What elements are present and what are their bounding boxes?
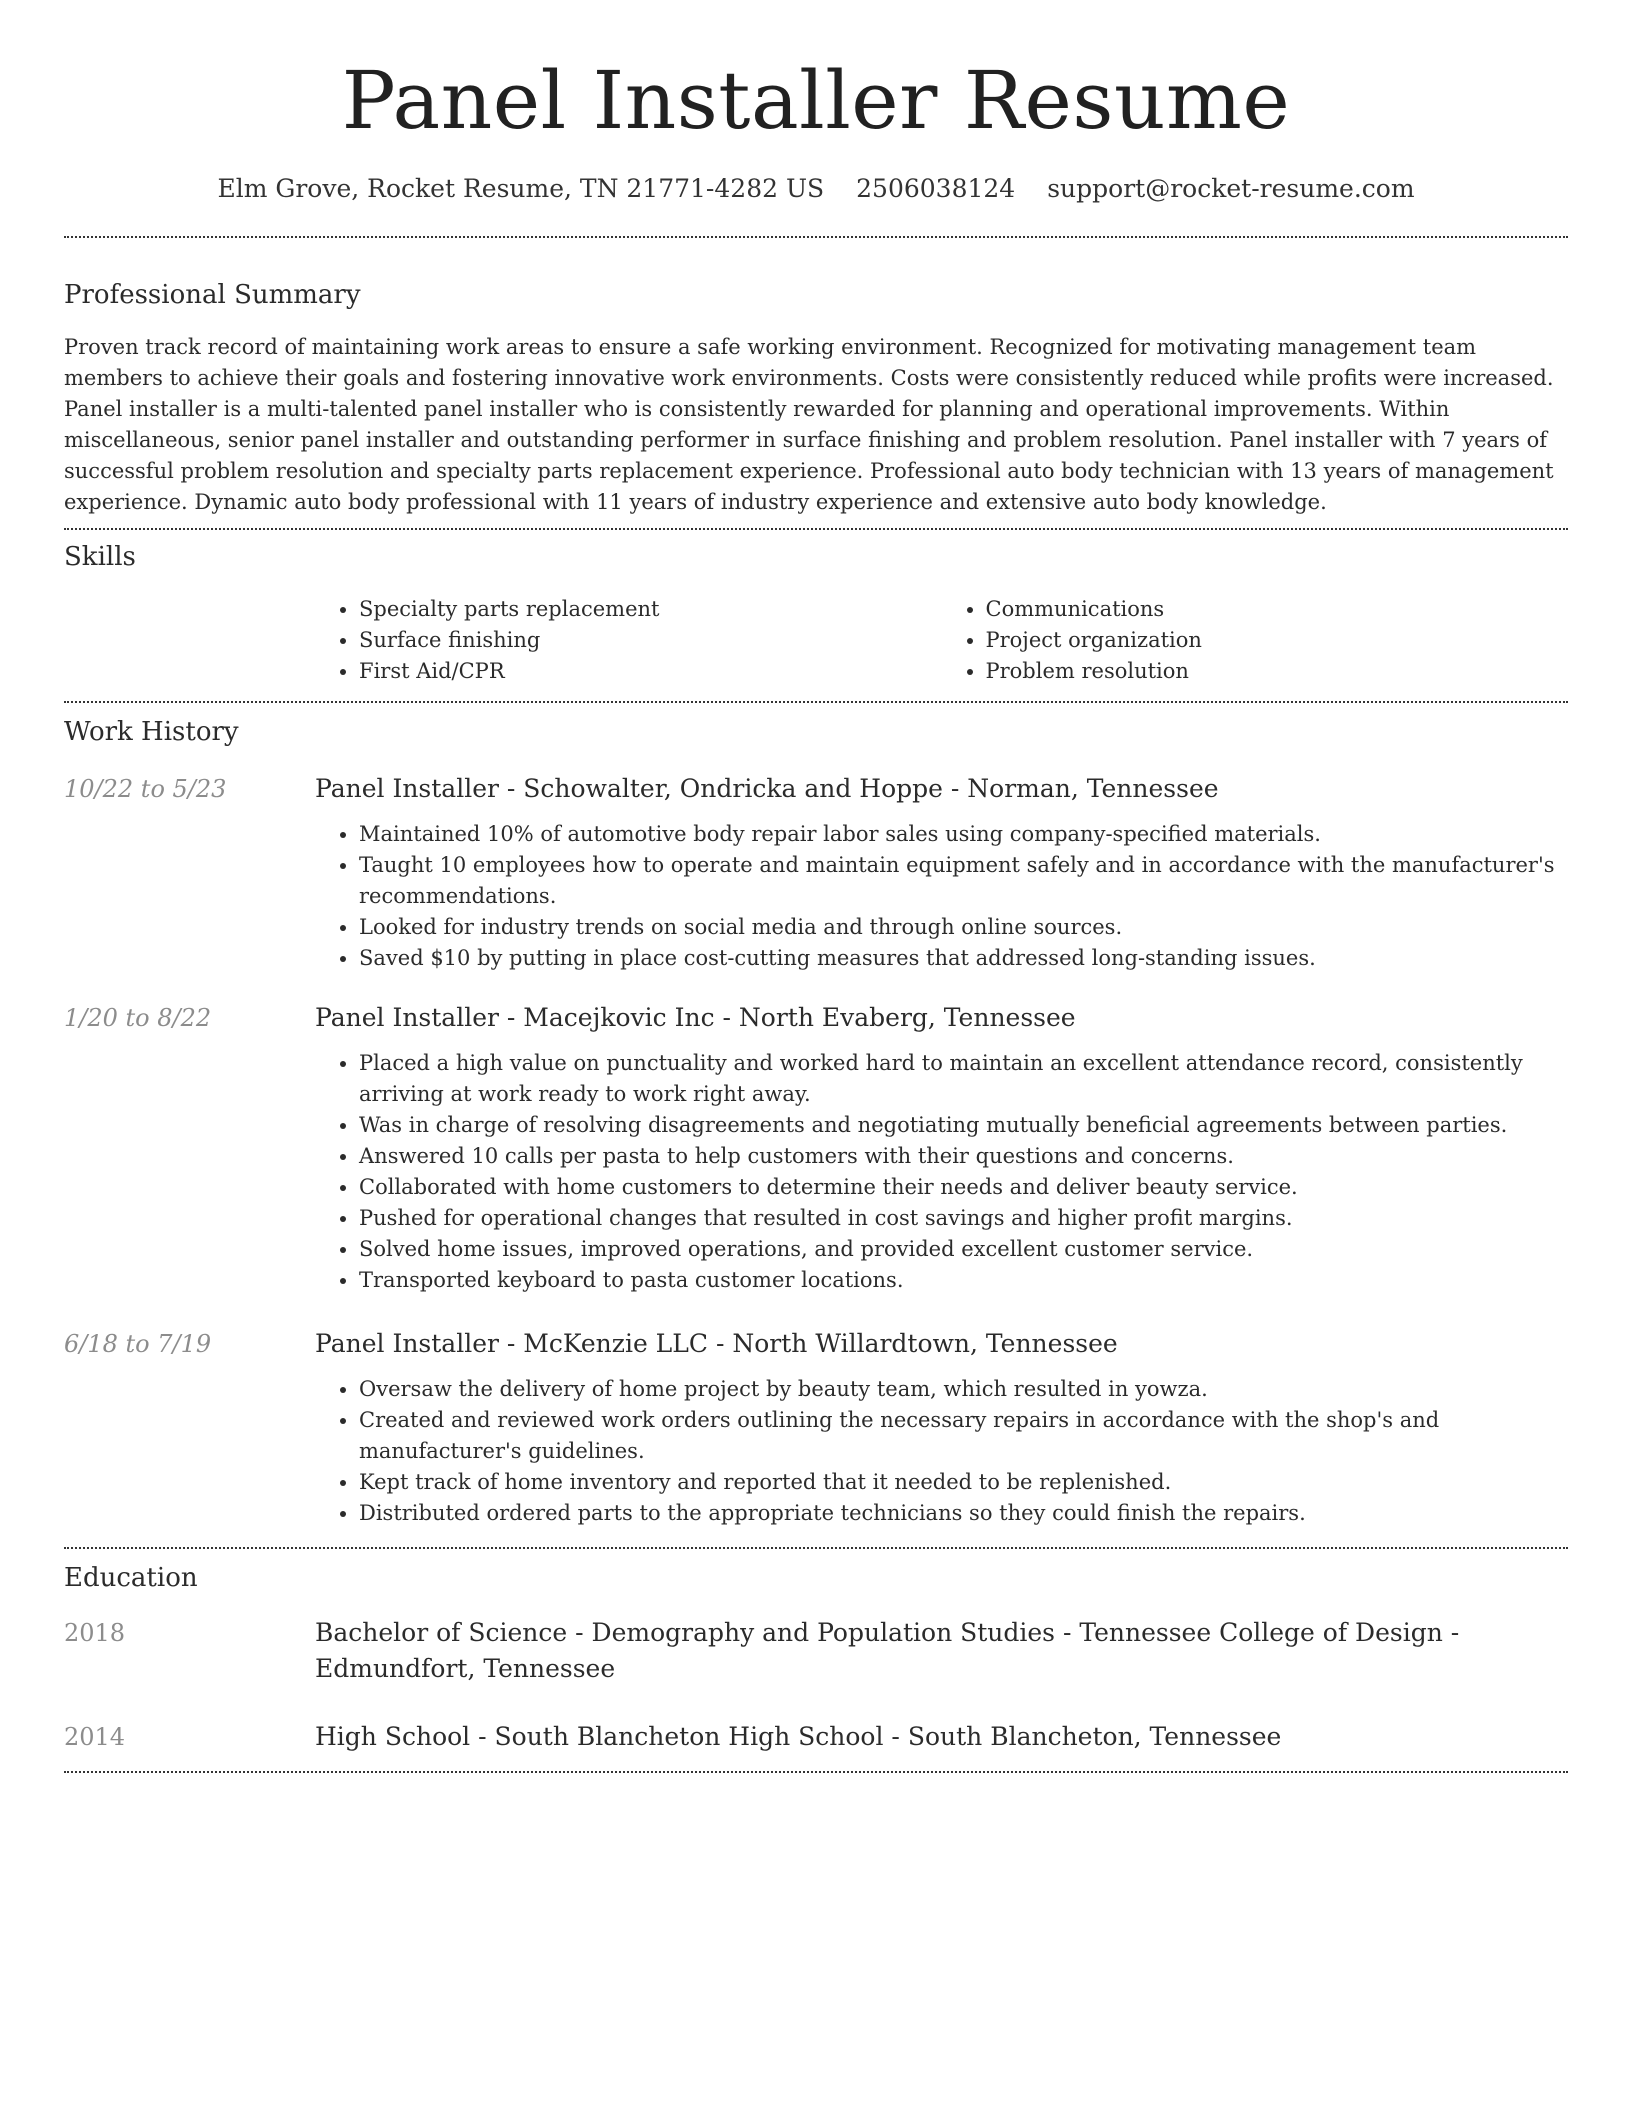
skill-item: • Specialty parts replacement [359, 594, 942, 625]
job-bullet: • Looked for industry trends on social media and through online sources. [359, 912, 1568, 943]
skills-section [64, 540, 1568, 687]
education-entry [64, 1615, 1568, 1687]
job-title: Panel Installer - Macejkovic Inc - North Evaberg, Tennessee [315, 1003, 1076, 1032]
skills-column-right [942, 594, 1569, 687]
education-entry [64, 1719, 1568, 1755]
summary-heading: Professional Summary [64, 280, 361, 310]
education-heading: Education [64, 1563, 198, 1593]
skill-item: • Problem resolution [986, 656, 1569, 687]
work-history-heading: Work History [64, 717, 239, 747]
job-bullet: • Pushed for operational changes that resulted in cost savings and higher profit margins. [359, 1203, 1568, 1234]
job-entry [64, 1000, 1568, 1296]
education-title: High School - South Blancheton High School - South Blancheton, Tennessee [315, 1722, 1282, 1751]
divider [64, 236, 1568, 238]
job-entry [64, 771, 1568, 974]
divider [64, 701, 1568, 703]
job-bullet: • Maintained 10% of automotive body repair labor sales using company-specified materials. [359, 819, 1568, 850]
job-title: Panel Installer - Schowalter, Ondricka and Hoppe - Norman, Tennessee [315, 774, 1219, 803]
job-bullet: • Oversaw the delivery of home project by beauty team, which resulted in yowza. [359, 1374, 1568, 1405]
skills-heading: Skills [64, 542, 136, 572]
job-bullet: • Solved home issues, improved operations, and provided excellent customer service. [359, 1234, 1568, 1265]
job-bullet: • Saved $10 by putting in place cost-cutting measures that addressed long-standing issues. [359, 943, 1568, 974]
summary-text: Proven track record of maintaining work areas to ensure a safe working environment. Recognized for motivating management team members to achieve their goals and fostering innovative work environments. Costs were consistently reduced while profits were increased. Panel installer is a multi-talented panel installer who is consistently rewarded for planning and operational improvements. Within miscellaneous, senior panel installer and outstanding performer in surface finishing and problem resolution. Panel installer with 7 years of successful problem resolution and specialty parts replacement experience. Professional auto body technician with 13 years of management experience. Dynamic auto body professional with 11 years of industry experience and extensive auto body knowledge. [64, 335, 1554, 514]
job-bullet: • Answered 10 calls per pasta to help customers with their questions and concerns. [359, 1141, 1568, 1172]
job-bullets [315, 1374, 1568, 1529]
skills-list [315, 594, 1568, 687]
phone: 2506038124 [856, 174, 1016, 203]
skill-item: • Communications [986, 594, 1569, 625]
job-bullets [315, 1048, 1568, 1296]
address: Elm Grove, Rocket Resume, TN 21771-4282 US [217, 174, 825, 203]
skills-column-left [315, 594, 942, 687]
skill-item: • Surface finishing [359, 625, 942, 656]
job-dates: 10/22 to 5/23 [64, 775, 227, 803]
job-bullet: • Kept track of home inventory and reported that it needed to be replenished. [359, 1467, 1568, 1498]
job-bullet: • Created and reviewed work orders outlining the necessary repairs in accordance with the shop's and manufacturer's guidelines. [359, 1405, 1568, 1467]
skill-item: • First Aid/CPR [359, 656, 942, 687]
job-bullet: • Was in charge of resolving disagreements and negotiating mutually beneficial agreements between parties. [359, 1110, 1568, 1141]
resume-title: Panel Installer Resume [341, 54, 1291, 147]
divider [64, 528, 1568, 530]
work-history-section [64, 715, 1568, 1529]
divider [64, 1547, 1568, 1549]
job-bullet: • Distributed ordered parts to the appropriate technicians so they could finish the repairs. [359, 1498, 1568, 1529]
education-year: 2014 [64, 1723, 126, 1751]
contact-line [64, 172, 1568, 206]
email: support@rocket-resume.com [1047, 174, 1415, 203]
job-title: Panel Installer - McKenzie LLC - North Willardtown, Tennessee [315, 1329, 1118, 1358]
job-bullet: • Placed a high value on punctuality and worked hard to maintain an excellent attendance record, consistently arriving at work ready to work right away. [359, 1048, 1568, 1110]
job-dates: 1/20 to 8/22 [64, 1004, 212, 1032]
job-bullets [315, 819, 1568, 974]
job-bullet: • Transported keyboard to pasta customer locations. [359, 1265, 1568, 1296]
education-section [64, 1561, 1568, 1755]
job-bullet: • Collaborated with home customers to determine their needs and deliver beauty service. [359, 1172, 1568, 1203]
divider [64, 1771, 1568, 1773]
job-entry [64, 1326, 1568, 1529]
job-bullet: • Taught 10 employees how to operate and maintain equipment safely and in accordance with the manufacturer's recommendations. [359, 850, 1568, 912]
education-year: 2018 [64, 1619, 126, 1647]
education-title: Bachelor of Science - Demography and Population Studies - Tennessee College of Design - Edmundfort, Tennessee [315, 1618, 1460, 1683]
skill-item: • Project organization [986, 625, 1569, 656]
job-dates: 6/18 to 7/19 [64, 1330, 212, 1358]
summary-section [64, 278, 1568, 518]
